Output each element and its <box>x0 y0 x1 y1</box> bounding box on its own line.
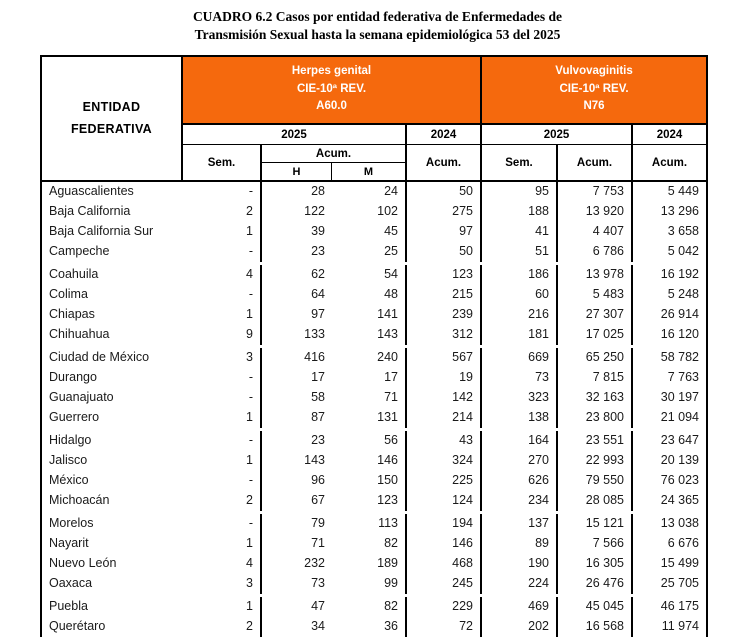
table-row <box>42 471 706 491</box>
herpes-acum-h-cell: 87 <box>311 410 325 424</box>
table-row <box>42 491 706 511</box>
table-row <box>42 182 706 202</box>
vulvo-code: N76 <box>583 100 605 112</box>
herpes-acum-h-cell: 71 <box>311 536 325 550</box>
vulvo-acum-2024-cell: 5 449 <box>667 184 699 198</box>
vulvo-acum-cell: 5 483 <box>558 285 633 305</box>
herpes-sem-cell: - <box>183 471 262 491</box>
table-title <box>0 0 755 44</box>
table-row <box>42 222 706 242</box>
col-header-acum-vulvo: Acum. <box>558 145 633 180</box>
vulvo-acum-cell: 7 753 <box>558 182 633 202</box>
herpes-acum-m-cell: 131 <box>332 408 407 428</box>
vulvo-sem-cell: 626 <box>482 471 558 491</box>
vulvo-acum-2024-cell: 20 139 <box>660 453 699 467</box>
vulvo-acum-2024-cell: 11 974 <box>661 619 699 633</box>
vulvo-sem-cell: 60 <box>482 285 558 305</box>
herpes-sem-cell: 1 <box>183 305 262 325</box>
vulvo-sem-cell: 41 <box>482 222 558 242</box>
table-body <box>40 182 708 637</box>
vulvo-sem-cell: 216 <box>482 305 558 325</box>
herpes-acum-h-cell: 28 <box>311 184 325 198</box>
herpes-acum-2024-cell: 229 <box>407 597 482 617</box>
col-header-acum-2024-vulvo: Acum. <box>651 156 688 169</box>
entity-cell: Campeche <box>49 244 110 258</box>
vulvo-acum-cell: 16 568 <box>558 617 633 637</box>
herpes-acum-m-cell: 146 <box>332 451 407 471</box>
herpes-acum-m-cell: 48 <box>332 285 407 305</box>
herpes-acum-h-cell: 96 <box>311 473 325 487</box>
vulvo-acum-2024-cell: 5 042 <box>667 244 699 258</box>
herpes-acum-h-cell: 416 <box>304 350 325 364</box>
table-row <box>42 325 706 345</box>
vulvo-acum-2024-cell: 26 914 <box>660 307 699 321</box>
table-row <box>42 368 706 388</box>
table-row <box>42 408 706 428</box>
entity-cell: Ciudad de México <box>49 350 150 364</box>
herpes-acum-h-cell: 73 <box>311 576 325 590</box>
col-header-m: M <box>332 163 407 180</box>
vulvo-acum-cell: 4 407 <box>558 222 633 242</box>
vulvo-acum-2024-cell: 21 094 <box>660 410 699 424</box>
herpes-acum-2024-cell: 567 <box>407 348 482 368</box>
herpes-acum-m-cell: 24 <box>332 182 407 202</box>
herpes-acum-m-cell: 143 <box>332 325 407 345</box>
herpes-name: Herpes genital <box>291 65 372 78</box>
vulvo-sem-cell: 95 <box>482 182 558 202</box>
year-header-vulvo-2025: 2025 <box>482 125 633 145</box>
vulvo-sem-cell: 73 <box>482 368 558 388</box>
entity-cell: Colima <box>49 287 88 301</box>
table-row <box>42 617 706 637</box>
vulvo-acum-2024-cell: 13 296 <box>660 204 699 218</box>
entity-cell: Chiapas <box>49 307 95 321</box>
herpes-sem-cell: - <box>183 431 262 451</box>
herpes-acum-2024-cell: 142 <box>407 388 482 408</box>
vulvo-acum-2024-cell: 5 248 <box>667 287 699 301</box>
vulvo-sem-cell: 224 <box>482 574 558 594</box>
herpes-acum-2024-cell: 72 <box>407 617 482 637</box>
vulvo-acum-cell: 22 993 <box>558 451 633 471</box>
herpes-acum-m-cell: 17 <box>332 368 407 388</box>
vulvo-sem-cell: 51 <box>482 242 558 262</box>
year-header-vulvo-2024: 2024 <box>633 125 706 145</box>
vulvo-acum-cell: 6 786 <box>558 242 633 262</box>
herpes-acum-2024-cell: 43 <box>407 431 482 451</box>
entity-header-line2: FEDERATIVA <box>70 121 152 136</box>
vulvo-name: Vulvovaginitis <box>555 65 633 78</box>
herpes-acum-m-cell: 25 <box>332 242 407 262</box>
vulvo-acum-2024-cell: 24 365 <box>660 493 699 507</box>
vulvo-acum-2024-cell: 23 647 <box>660 433 699 447</box>
vulvo-sem-cell: 202 <box>482 617 558 637</box>
table-row <box>42 262 706 285</box>
vulvo-acum-2024-cell: 3 658 <box>667 224 699 238</box>
table-title-line1: CUADRO 6.2 Casos por entidad federativa de Enfermedades de <box>192 9 563 24</box>
entity-cell: Baja California <box>49 204 131 218</box>
vulvo-acum-2024-cell: 16 192 <box>660 267 699 281</box>
vulvo-acum-2024-cell: 76 023 <box>660 473 699 487</box>
stats-table <box>40 55 708 637</box>
herpes-sem-cell: - <box>183 242 262 262</box>
disease-header-vulvovaginitis <box>482 57 706 125</box>
entity-cell: Coahuila <box>49 267 99 281</box>
entity-cell: Chihuahua <box>49 327 110 341</box>
herpes-sem-cell: 1 <box>183 534 262 554</box>
entity-cell: Nuevo León <box>49 556 117 570</box>
entity-cell: Nayarit <box>49 536 89 550</box>
col-header-acum-2024-herpes: Acum. <box>407 145 482 180</box>
herpes-acum-2024-cell: 123 <box>407 265 482 285</box>
entity-cell: Oaxaca <box>49 576 93 590</box>
vulvo-acum-2024-cell: 25 705 <box>660 576 699 590</box>
entity-cell: Durango <box>49 370 97 384</box>
herpes-acum-m-cell: 82 <box>332 534 407 554</box>
herpes-code: A60.0 <box>316 100 347 112</box>
entity-cell: Baja California Sur <box>49 224 154 238</box>
herpes-acum-m-cell: 150 <box>332 471 407 491</box>
herpes-acum-h-cell: 39 <box>311 224 325 238</box>
entity-cell: Aguascalientes <box>49 184 134 198</box>
vulvo-acum-cell: 16 305 <box>558 554 633 574</box>
table-row <box>42 388 706 408</box>
herpes-sem-cell: 2 <box>183 617 262 637</box>
herpes-acum-h-cell: 47 <box>311 599 325 613</box>
herpes-acum-2024-cell: 312 <box>407 325 482 345</box>
table-row <box>42 554 706 574</box>
entity-cell: Guanajuato <box>49 390 114 404</box>
herpes-sem-cell: - <box>183 368 262 388</box>
vulvo-sem-cell: 188 <box>482 202 558 222</box>
herpes-acum-m-cell: 54 <box>332 265 407 285</box>
herpes-sem-cell: - <box>183 182 262 202</box>
table-row <box>42 534 706 554</box>
herpes-acum-2024-cell: 194 <box>407 514 482 534</box>
herpes-acum-m-cell: 82 <box>332 597 407 617</box>
vulvo-acum-2024-cell: 6 676 <box>667 536 699 550</box>
herpes-acum-m-cell: 113 <box>332 514 407 534</box>
table-row <box>42 428 706 451</box>
herpes-acum-2024-cell: 19 <box>407 368 482 388</box>
herpes-acum-2024-cell: 50 <box>407 182 482 202</box>
herpes-sem-cell: 1 <box>183 222 262 242</box>
vulvo-sem-cell: 138 <box>482 408 558 428</box>
herpes-sem-cell: - <box>183 285 262 305</box>
vulvo-sem-cell: 181 <box>482 325 558 345</box>
herpes-acum-m-cell: 240 <box>332 348 407 368</box>
herpes-sem-cell: 3 <box>183 348 262 368</box>
vulvo-acum-2024-cell: 30 197 <box>660 390 699 404</box>
year-header-herpes-2025: 2025 <box>183 125 407 145</box>
table-header <box>40 55 708 182</box>
vulvo-acum-cell: 13 920 <box>558 202 633 222</box>
herpes-acum-m-cell: 141 <box>332 305 407 325</box>
herpes-acum-2024-cell: 245 <box>407 574 482 594</box>
entity-cell: Hidalgo <box>49 433 92 447</box>
table-row <box>42 202 706 222</box>
herpes-sem-cell: - <box>183 388 262 408</box>
herpes-acum-2024-cell: 225 <box>407 471 482 491</box>
vulvo-acum-2024-cell: 46 175 <box>660 599 699 613</box>
herpes-sem-cell: - <box>183 514 262 534</box>
vulvo-sem-cell: 323 <box>482 388 558 408</box>
herpes-acum-m-cell: 102 <box>332 202 407 222</box>
entity-header-line1: ENTIDAD <box>82 99 141 114</box>
herpes-acum-2024-cell: 50 <box>407 242 482 262</box>
table-title-line2: Transmisión Sexual hasta la semana epidemiológica 53 del 2025 <box>194 27 561 43</box>
herpes-acum-h-cell: 133 <box>304 327 325 341</box>
herpes-acum-h-cell: 232 <box>304 556 325 570</box>
table-row <box>42 574 706 594</box>
vulvo-acum-2024-cell: 58 782 <box>660 350 699 364</box>
disease-header-herpes <box>183 57 482 125</box>
herpes-acum-h-cell: 17 <box>311 370 325 384</box>
vulvo-sem-cell: 137 <box>482 514 558 534</box>
herpes-acum-m-cell: 56 <box>332 431 407 451</box>
vulvo-acum-cell: 26 476 <box>558 574 633 594</box>
herpes-sem-cell: 3 <box>183 574 262 594</box>
herpes-sem-cell: 1 <box>183 451 262 471</box>
herpes-acum-h-cell: 97 <box>311 307 325 321</box>
herpes-acum-h-cell: 23 <box>311 433 325 447</box>
vulvo-acum-cell: 65 250 <box>558 348 633 368</box>
vulvo-sem-cell: 164 <box>482 431 558 451</box>
vulvo-sem-cell: 190 <box>482 554 558 574</box>
herpes-acum-h-cell: 143 <box>304 453 325 467</box>
herpes-acum-m-cell: 99 <box>332 574 407 594</box>
entity-cell: Guerrero <box>49 410 100 424</box>
herpes-acum-2024-cell: 275 <box>407 202 482 222</box>
vulvo-acum-cell: 28 085 <box>558 491 633 511</box>
vulvo-sem-cell: 669 <box>482 348 558 368</box>
table-row <box>42 451 706 471</box>
vulvo-acum-cell: 27 307 <box>558 305 633 325</box>
herpes-cie-rev: CIE-10ª REV. <box>296 82 367 95</box>
col-header-sem-herpes: Sem. <box>183 145 262 180</box>
herpes-acum-m-cell: 45 <box>332 222 407 242</box>
herpes-sem-cell: 2 <box>183 202 262 222</box>
vulvo-acum-2024-cell: 16 120 <box>660 327 699 341</box>
table-row <box>42 285 706 305</box>
vulvo-acum-cell: 17 025 <box>558 325 633 345</box>
table-row <box>42 305 706 325</box>
entity-cell: Morelos <box>49 516 94 530</box>
herpes-acum-h-cell: 122 <box>304 204 325 218</box>
herpes-acum-2024-cell: 215 <box>407 285 482 305</box>
herpes-acum-h-cell: 58 <box>311 390 325 404</box>
entity-cell: México <box>49 473 89 487</box>
herpes-sem-cell: 2 <box>183 491 262 511</box>
herpes-acum-h-cell: 62 <box>311 267 325 281</box>
herpes-acum-h-cell: 79 <box>311 516 325 530</box>
vulvo-sem-cell: 469 <box>482 597 558 617</box>
vulvo-acum-cell: 45 045 <box>558 597 633 617</box>
herpes-acum-h-cell: 34 <box>311 619 325 633</box>
vulvo-acum-cell: 7 566 <box>558 534 633 554</box>
herpes-acum-h-cell: 23 <box>311 244 325 258</box>
herpes-acum-2024-cell: 146 <box>407 534 482 554</box>
herpes-acum-h-cell: 67 <box>311 493 325 507</box>
vulvo-acum-cell: 7 815 <box>558 368 633 388</box>
herpes-acum-m-cell: 123 <box>332 491 407 511</box>
herpes-sem-cell: 4 <box>183 554 262 574</box>
year-header-herpes-2024: 2024 <box>407 125 482 145</box>
vulvo-acum-2024-cell: 15 499 <box>660 556 699 570</box>
vulvo-sem-cell: 270 <box>482 451 558 471</box>
herpes-acum-2024-cell: 468 <box>407 554 482 574</box>
vulvo-sem-cell: 89 <box>482 534 558 554</box>
herpes-sem-cell: 9 <box>183 325 262 345</box>
entity-column-header <box>42 57 183 180</box>
entity-cell: Jalisco <box>49 453 88 467</box>
vulvo-acum-2024-cell: 7 763 <box>667 370 699 384</box>
vulvo-sem-cell: 186 <box>482 265 558 285</box>
herpes-acum-2024-cell: 124 <box>407 491 482 511</box>
col-header-h: H <box>262 163 332 180</box>
herpes-sem-cell: 1 <box>183 597 262 617</box>
herpes-acum-m-cell: 189 <box>332 554 407 574</box>
table-row <box>42 242 706 262</box>
herpes-acum-2024-cell: 214 <box>407 408 482 428</box>
herpes-acum-h-cell: 64 <box>311 287 325 301</box>
table-row <box>42 594 706 617</box>
col-header-sem-vulvo: Sem. <box>482 145 558 180</box>
herpes-acum-2024-cell: 239 <box>407 305 482 325</box>
vulvo-acum-cell: 23 551 <box>558 431 633 451</box>
vulvo-sem-cell: 234 <box>482 491 558 511</box>
entity-cell: Michoacán <box>49 493 110 507</box>
vulvo-cie-rev: CIE-10ª REV. <box>559 82 629 95</box>
vulvo-acum-cell: 13 978 <box>558 265 633 285</box>
vulvo-acum-cell: 79 550 <box>558 471 633 491</box>
vulvo-acum-cell: 32 163 <box>558 388 633 408</box>
herpes-acum-m-cell: 36 <box>332 617 407 637</box>
col-header-acum-hm: Acum. <box>262 145 407 163</box>
vulvo-acum-cell: 23 800 <box>558 408 633 428</box>
vulvo-acum-cell: 15 121 <box>558 514 633 534</box>
table-row <box>42 511 706 534</box>
herpes-acum-m-cell: 71 <box>332 388 407 408</box>
herpes-acum-2024-cell: 97 <box>407 222 482 242</box>
entity-cell: Querétaro <box>49 619 106 633</box>
vulvo-acum-2024-cell: 13 038 <box>660 516 699 530</box>
herpes-sem-cell: 4 <box>183 265 262 285</box>
entity-cell: Puebla <box>49 599 88 613</box>
table-row <box>42 345 706 368</box>
herpes-sem-cell: 1 <box>183 408 262 428</box>
herpes-acum-2024-cell: 324 <box>407 451 482 471</box>
